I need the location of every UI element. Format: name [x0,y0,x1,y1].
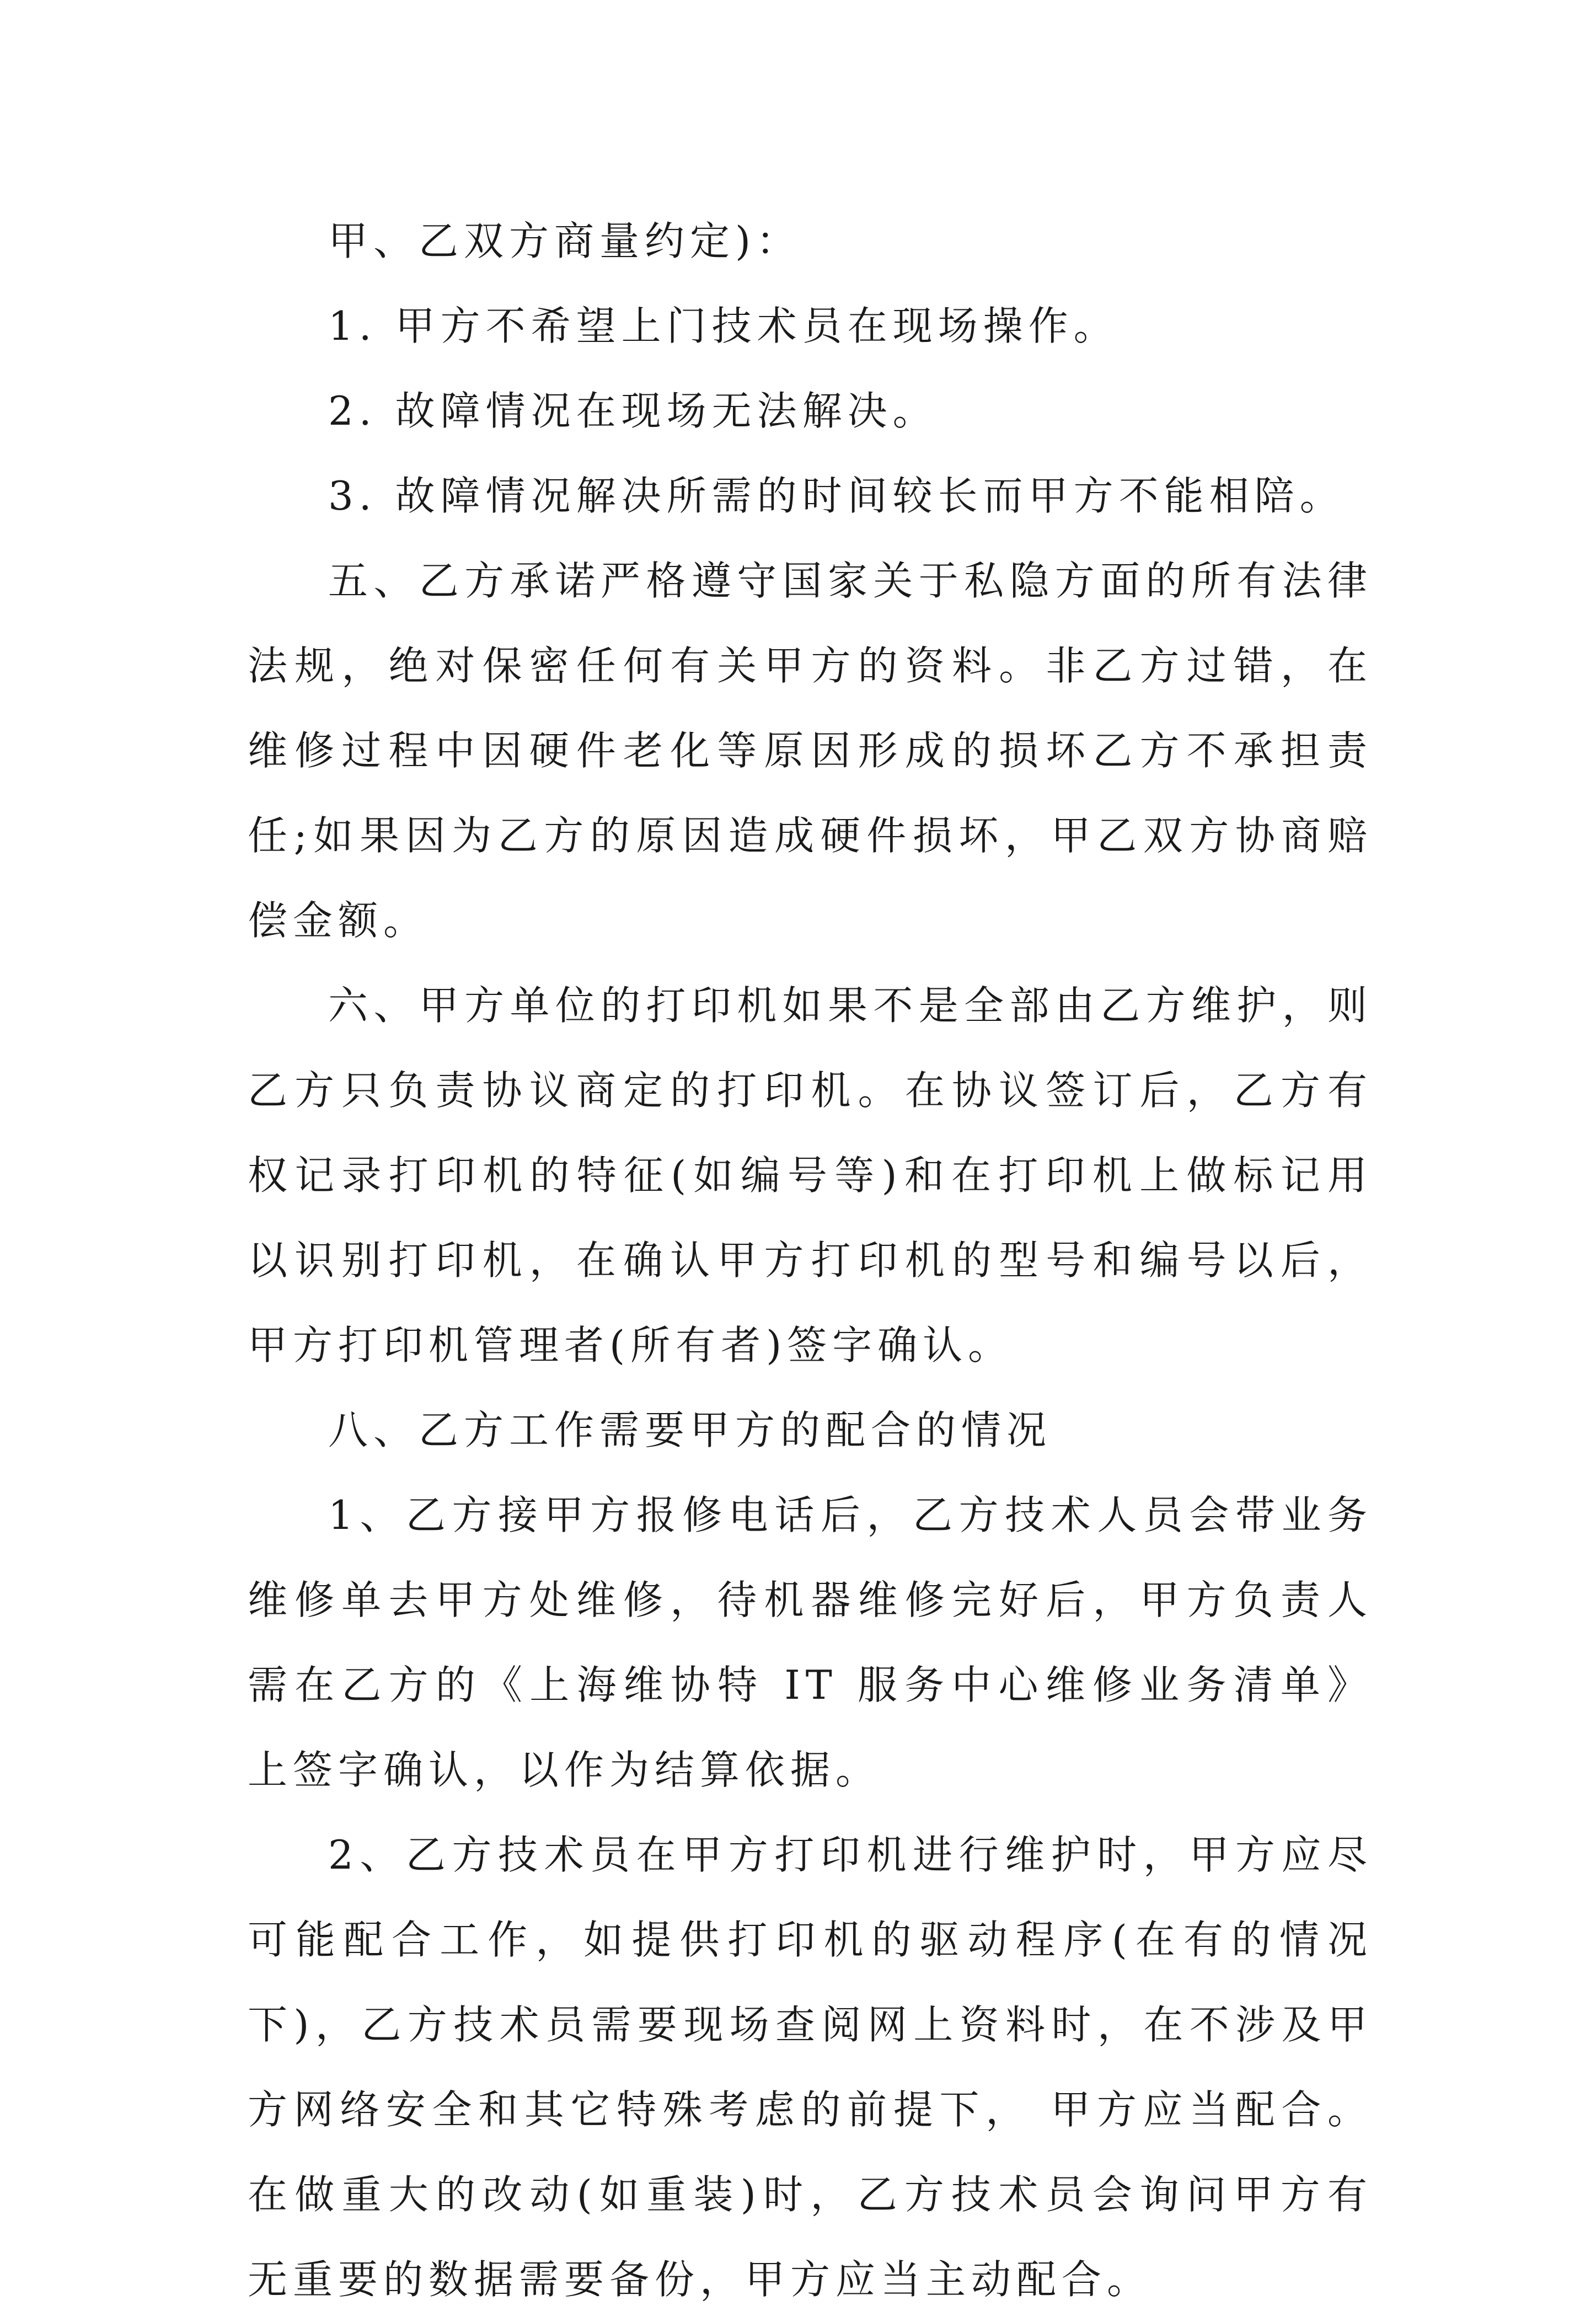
clause-six: 六、甲方单位的打印机如果不是全部由乙方维护，则乙方只负责协议商定的打印机。在协议签订后，乙方有权记录打印机的特征(如编号等)和在打印机上做标记用以识别打印机，在确认甲方打印机的型号和编号以后，甲方打印机管理者(所有者)签字确认。 [248,982,1373,1368]
clause-eight-item-2: 2、乙方技术员在甲方打印机进行维护时，甲方应尽可能配合工作，如提供打印机的驱动程序(在有的情况下)，乙方技术员需要现场查阅网上资料时，在不涉及甲方网络安全和其它特殊考虑的前提下， 甲方应当配合。在做重大的改动(如重装)时，乙方技术员会询问甲方有无重要的数据需要备份，甲方应当主动配合。 [248,1832,1373,2303]
list-item-3: 3. 故障情况解决所需的时间较长而甲方不能相陪。 [328,473,1345,519]
document-body [248,199,1373,2322]
clause-eight-item-1: 1、乙方接甲方报修电话后，乙方技术人员会带业务维修单去甲方处维修，待机器维修完好后，甲方负责人需在乙方的《上海维协特 IT 服务中心维修业务清单》上签字确认，以作为结算依据。 [248,1492,1373,1793]
list-item-1: 1. 甲方不希望上门技术员在现场操作。 [328,303,1119,349]
clause-five: 五、乙方承诺严格遵守国家关于私隐方面的所有法律法规，绝对保密任何有关甲方的资料。非乙方过错，在维修过程中因硬件老化等原因形成的损坏乙方不承担责任;如果因为乙方的原因造成硬件损坏，甲乙双方协商赔偿金额。 [248,558,1373,944]
clause-eight-heading: 八、乙方工作需要甲方的配合的情况 [328,1407,1052,1453]
list-item-2: 2. 故障情况在现场无法解决。 [328,388,938,434]
paragraph-intro: 甲、乙双方商量约定)： [328,218,802,264]
